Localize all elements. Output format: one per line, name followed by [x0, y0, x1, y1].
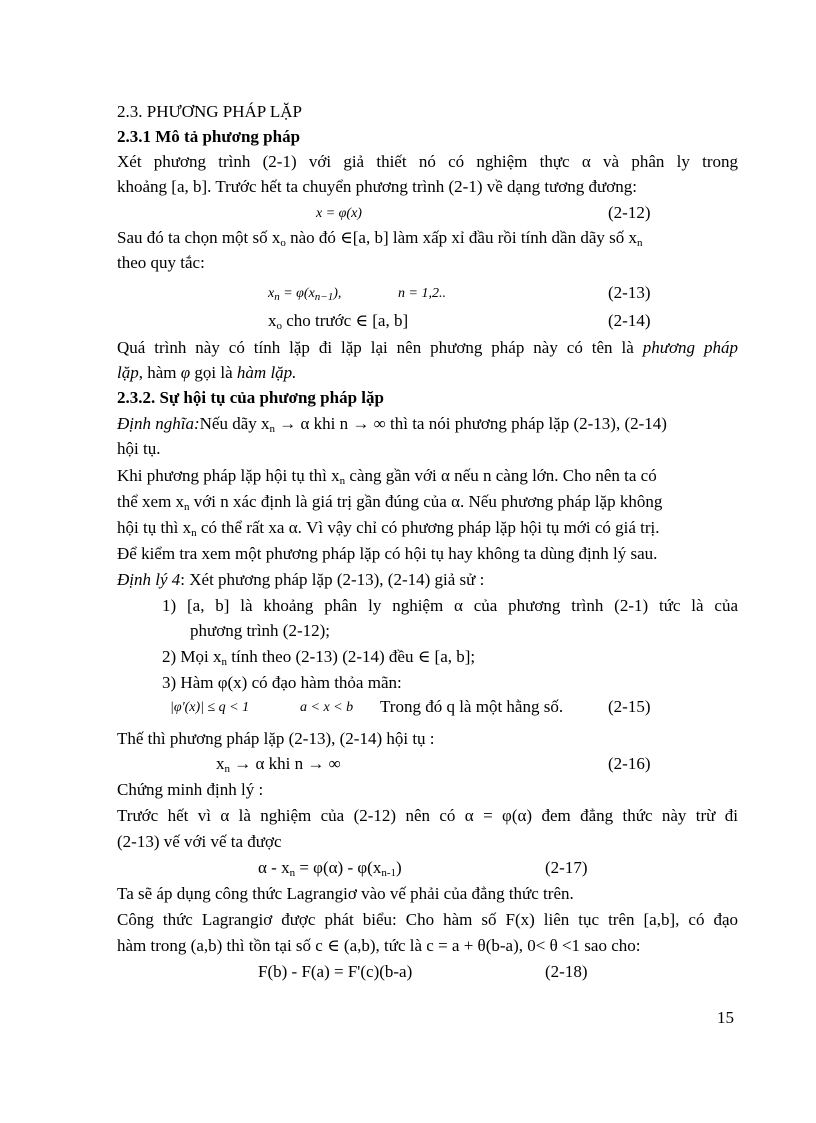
text-run-italic: φ [180, 363, 191, 382]
text-run: Nếu dãy x [199, 414, 270, 433]
subscript: n [184, 501, 190, 513]
text-run: x [268, 311, 277, 330]
text-run: càng gần với α nếu n càng lớn. Cho nên ta có [345, 466, 657, 485]
text-run: x [268, 286, 275, 301]
text-run: có thể rất xa α. Vì vậy chỉ có phương pháp lặp hội tụ mới có giá trị. [196, 518, 660, 537]
theorem-label: Định lý 4 [117, 570, 181, 589]
subsection-title-2-3-1: 2.3.1 Mô tả phương pháp [117, 127, 301, 146]
text-run: Khi phương pháp lặp hội tụ thì x [117, 466, 340, 485]
equation-2-14 [268, 310, 408, 332]
text-run: Quá trình này có tính lặp đi lặp lại nên phương pháp này có tên là [117, 338, 643, 357]
text-run: cho trước ∈ [a, b] [282, 311, 409, 330]
equation-remark: Trong đó q là một hằng số. [380, 697, 564, 716]
text-run-italic: phương pháp [642, 338, 738, 357]
equation-number: (2-15) [608, 697, 651, 716]
equation-2-12: x = φ(x) [316, 206, 362, 221]
text-run: → α khi n → ∞ thì ta nói phương pháp lặp (2-13), (2-14) [275, 414, 667, 433]
subsection-title-2-3-2: 2.3.2. Sự hội tụ của phương pháp lặp [117, 388, 384, 407]
paragraph-line: Thế thì phương pháp lặp (2-13), (2-14) hội tụ : [117, 729, 435, 748]
equation-number: (2-13) [608, 283, 651, 302]
equation-2-15: |φ'(x)| ≤ q < 1 [170, 700, 250, 715]
text-run-italic: hàm lặp. [236, 363, 297, 382]
text-run: gọi là [190, 363, 237, 382]
paragraph-line: Ta sẽ áp dụng công thức Lagrangiơ vào vế phải của đẳng thức trên. [117, 884, 574, 903]
text-run: Sau đó ta chọn một số x [117, 228, 281, 247]
text-run: = φ(x [279, 286, 315, 301]
paragraph-line [117, 465, 738, 487]
section-title: 2.3. PHƯƠNG PHÁP LẶP [117, 102, 302, 121]
paragraph-line: hàm trong (a,b) thì tồn tại số c ∈ (a,b), tức là c = a + θ(b-a), 0< θ <1 sao cho: [117, 936, 641, 955]
page-number: 15 [717, 1008, 734, 1027]
equation-number: (2-12) [608, 203, 651, 222]
equation-2-17 [258, 857, 402, 879]
paragraph-line [117, 362, 296, 384]
text-run: tính theo (2-13) (2-14) đều ∈ [a, b]; [227, 647, 476, 666]
subscript: o [276, 320, 282, 332]
subscript: n [191, 527, 197, 539]
subscript: o [280, 237, 286, 249]
subscript: n [339, 475, 346, 487]
paragraph-line [117, 491, 738, 513]
paragraph-line: khoảng [a, b]. Trước hết ta chuyển phương trình (2-1) về dạng tương đương: [117, 177, 637, 196]
text-run: nào đó ∈[a, b] làm xấp xỉ đầu rồi tính dần dãy số x [285, 228, 637, 247]
text-run: ), [333, 286, 342, 301]
paragraph-line [117, 227, 738, 249]
theorem-item-2 [162, 646, 475, 668]
subscript: n [221, 656, 227, 668]
text-run: x [216, 754, 225, 773]
equation-condition: a < x < b [300, 700, 354, 715]
definition-line [117, 413, 738, 435]
subscript: n-1 [381, 867, 397, 879]
text-run: ) [396, 858, 402, 877]
text-run: thể xem x [117, 492, 185, 511]
subscript: n [636, 237, 643, 249]
equation-number: (2-14) [608, 311, 651, 330]
paragraph-line: Công thức Lagrangiơ được phát biểu: Cho hàm số F(x) liên tục trên [a,b], có đạo [117, 910, 738, 929]
theorem-line [117, 569, 484, 591]
theorem-item-1-cont: phương trình (2-12); [190, 621, 331, 640]
text-run: = φ(α) - φ(x [295, 858, 382, 877]
definition-line: hội tụ. [117, 439, 161, 458]
subscript: n [269, 423, 276, 435]
paragraph-line: Trước hết vì α là nghiệm của (2-12) nên có α = φ(α) đem đẳng thức này trừ đi [117, 806, 738, 825]
equation-condition: n = 1,2.. [398, 286, 446, 301]
definition-label: Định nghĩa: [117, 414, 200, 433]
equation-2-18: F(b) - F(a) = F'(c)(b-a) [258, 962, 413, 981]
text-run-italic: lặp [117, 363, 139, 382]
subscript: n [274, 291, 280, 303]
equation-2-13 [268, 283, 341, 305]
paragraph-line [117, 517, 738, 539]
equation-2-16 [216, 753, 341, 775]
text-run: hội tụ thì x [117, 518, 192, 537]
text-run: : Xét phương pháp lặp (2-13), (2-14) giả sử : [180, 570, 485, 589]
equation-number: (2-18) [545, 962, 588, 981]
text-run: , hàm [138, 363, 181, 382]
theorem-item-1: 1) [a, b] là khoảng phân ly nghiệm α của phương trình (2-1) tức là của [162, 596, 738, 615]
text-run: 2) Mọi x [162, 647, 222, 666]
subscript: n [224, 763, 230, 775]
text-run: → α khi n → ∞ [230, 754, 341, 773]
equation-number: (2-16) [608, 754, 651, 773]
text-run: với n xác định là giá trị gần đúng của α. Nếu phương pháp lặp không [189, 492, 663, 511]
equation-number: (2-17) [545, 858, 588, 877]
subscript: n−1 [314, 291, 334, 303]
theorem-item-3: 3) Hàm φ(x) có đạo hàm thỏa mãn: [162, 673, 402, 692]
paragraph-line: (2-13) vế với vế ta được [117, 832, 282, 851]
paragraph-line: theo quy tắc: [117, 253, 205, 272]
proof-title: Chứng minh định lý : [117, 780, 264, 799]
paragraph-line [117, 337, 738, 359]
text-run: α - x [258, 858, 290, 877]
paragraph-line: Để kiểm tra xem một phương pháp lặp có hội tụ hay không ta dùng định lý sau. [117, 544, 658, 563]
paragraph-line: Xét phương trình (2-1) với giả thiết nó có nghiệm thực α và phân ly trong [117, 152, 738, 171]
subscript: n [289, 867, 296, 879]
